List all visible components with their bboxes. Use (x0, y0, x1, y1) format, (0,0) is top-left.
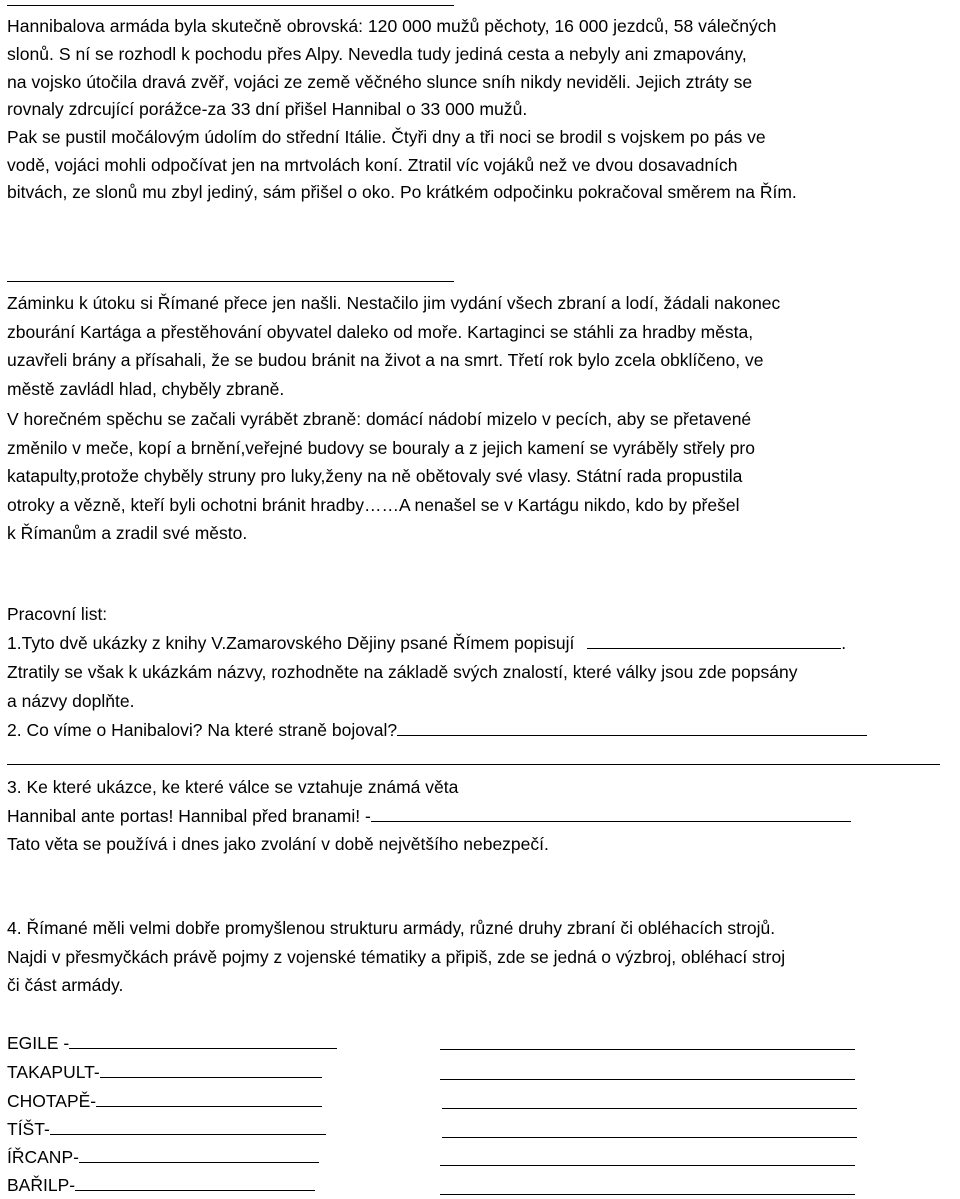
anagram-row (7, 1090, 322, 1112)
answer-line-q2-extra[interactable] (7, 764, 940, 765)
anagram-word: TAKAPULT- (7, 1062, 100, 1082)
passage-2-line: otroky a vězně, kteří byli ochotni bránit hradby……A nenašel se v Kartágu nikdo, kdo by přešel (7, 495, 740, 515)
question-4-instruction: či část armády. (7, 975, 124, 995)
passage-1-line: na vojsko útočila dravá zvěř, vojáci ze země věčného slunce sníh nikdy neviděli. Jejich ztráty se (7, 72, 753, 92)
question-1-continuation: Ztratily se však k ukázkám názvy, rozhodněte na základě svých znalostí, které války jsou zde popsány (7, 662, 798, 682)
worksheet-heading: Pracovní list: (7, 604, 108, 624)
anagram-row (7, 1174, 315, 1196)
separator-line-top (7, 5, 454, 6)
question-2-text: 2. Co víme o Hanibalovi? Na které straně bojoval? (7, 720, 398, 740)
anagram-row (7, 1061, 322, 1083)
passage-2-line: k Římanům a zradil své město. (7, 523, 248, 543)
passage-1-line: Hannibalova armáda byla skutečně obrovská: 120 000 mužů pěchoty, 16 000 jezdců, 58 válečných (7, 16, 777, 36)
passage-2-line: městě zavládl hlad, chyběly zbraně. (7, 379, 285, 399)
passage-1-line: rovnaly zdrcující porážce-za 33 dní přišel Hannibal o 33 000 mužů. (7, 99, 528, 119)
category-answer-line[interactable] (442, 1137, 857, 1138)
anagram-answer-blank[interactable] (100, 1063, 322, 1078)
passage-2-line: V horečném spěchu se začali vyrábět zbraně: domácí nádobí mizelo v pecích, aby se přetavené (7, 409, 752, 429)
passage-1-line: Pak se pustil močálovým údolím do střední Itálie. Čtyři dny a tři noci se brodil s vojskem po pás ve (7, 127, 766, 147)
anagram-word: EGILE - (7, 1033, 70, 1053)
category-answer-line[interactable] (440, 1165, 855, 1166)
anagram-row (7, 1146, 319, 1168)
question-1-text: 1.Tyto dvě ukázky z knihy V.Zamarovského Dějiny psané Římem popisují (7, 633, 575, 653)
answer-blank-war-name[interactable] (587, 634, 841, 649)
separator-line-middle (7, 281, 454, 282)
category-answer-line[interactable] (440, 1049, 855, 1050)
question-3-quote-text: Hannibal ante portas! Hannibal před branami! - (7, 806, 371, 826)
passage-2-line: uzavřeli brány a přísahali, že se budou bránit na život a na smrt. Třetí rok bylo zcela obklíčeno, ve (7, 350, 764, 370)
question-1-period: . (841, 633, 847, 653)
anagram-answer-blank[interactable] (69, 1034, 337, 1049)
anagram-row (7, 1032, 337, 1054)
category-answer-line[interactable] (440, 1194, 855, 1195)
anagram-row (7, 1118, 326, 1140)
passage-2-line: zbourání Kartága a přestěhování obyvatel daleko od moře. Kartaginci se stáhli za hradby města, (7, 322, 754, 342)
question-2 (7, 720, 867, 740)
question-4-instruction: Najdi v přesmyčkách právě pojmy z vojenské tématiky a připiš, zde se jedná o výzbroj, obléhací stroj (7, 947, 786, 967)
question-4: 4. Římané měli velmi dobře promyšlenou strukturu armády, různé druhy zbraní či obléhacích strojů. (7, 918, 776, 938)
passage-1-line: slonů. S ní se rozhodl k pochodu přes Alpy. Nevedla tudy jediná cesta a nebyly ani zmapovány, (7, 44, 747, 64)
category-answer-line[interactable] (442, 1108, 857, 1109)
passage-1-line: bitvách, ze slonů mu zbyl jediný, sám přišel o oko. Po krátkém odpočinku pokračoval směrem na Řím. (7, 182, 797, 202)
anagram-word: ÍŘCANP- (7, 1147, 79, 1167)
passage-2-line: Záminku k útoku si Římané přece jen našli. Nestačilo jim vydání všech zbraní a lodí, žádali nakonec (7, 293, 781, 313)
question-1 (7, 633, 846, 653)
anagram-word: TÍŠT- (7, 1119, 50, 1139)
anagram-answer-blank[interactable] (96, 1092, 322, 1107)
anagram-answer-blank[interactable] (79, 1148, 319, 1163)
question-1-continuation: a názvy doplňte. (7, 691, 135, 711)
passage-2-line: katapulty,protože chyběly struny pro luky,ženy na ně obětovaly své vlasy. Státní rada propustila (7, 466, 743, 486)
question-3-note: Tato věta se používá i dnes jako zvolání v době největšího nebezpečí. (7, 834, 549, 854)
passage-2-line: změnilo v meče, kopí a brnění,veřejné budovy se bouraly a z jejich kamení se vyráběly střely pro (7, 438, 755, 458)
passage-1-line: vodě, vojáci mohli odpočívat jen na mrtvolách koní. Ztratil víc vojáků než ve dvou dosavadních (7, 155, 738, 175)
anagram-word: CHOTAPĚ- (7, 1091, 97, 1111)
answer-blank-q3[interactable] (371, 807, 851, 822)
anagram-answer-blank[interactable] (75, 1176, 315, 1191)
question-3: 3. Ke které ukázce, ke které válce se vztahuje známá věta (7, 777, 459, 797)
question-3-quote (7, 806, 851, 826)
category-answer-line[interactable] (440, 1079, 855, 1080)
anagram-answer-blank[interactable] (50, 1120, 326, 1135)
anagram-word: BAŘILP- (7, 1175, 76, 1195)
answer-blank-q2[interactable] (397, 721, 867, 736)
